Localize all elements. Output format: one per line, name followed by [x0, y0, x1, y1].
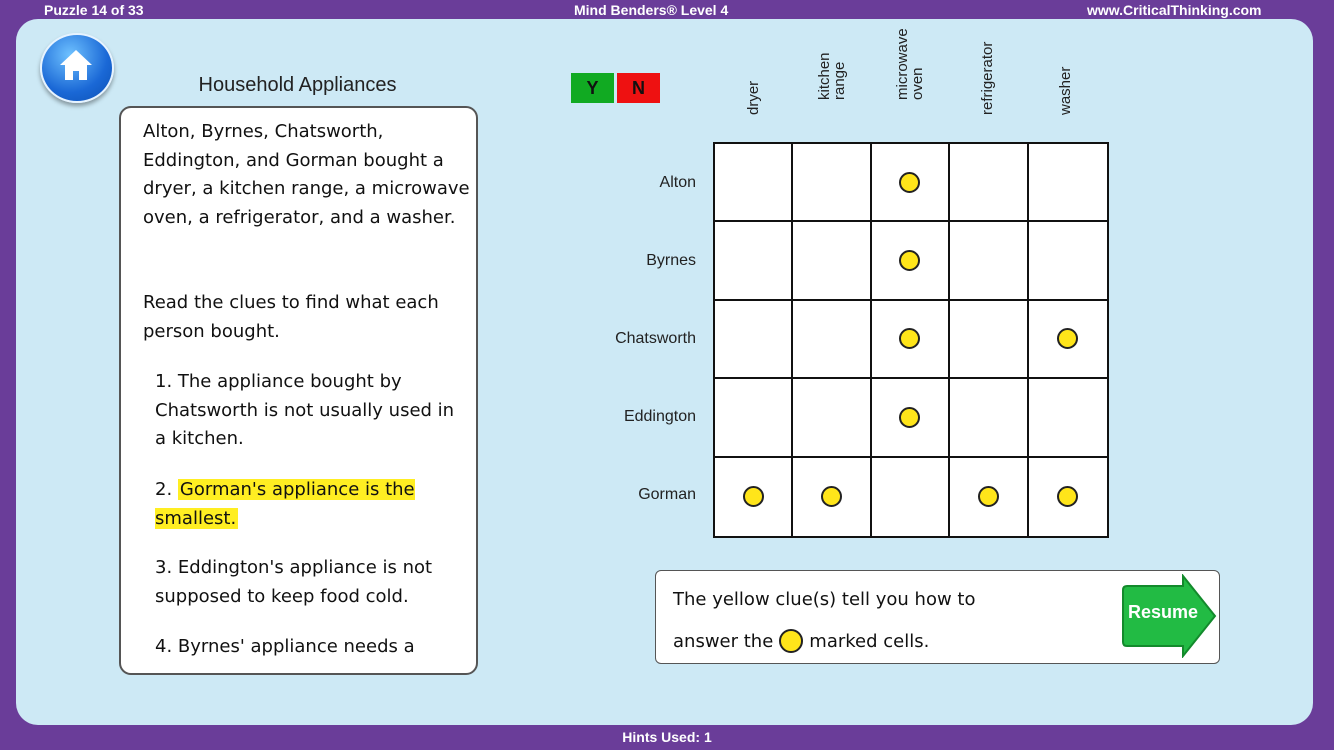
column-header-label [895, 10, 925, 100]
home-icon [58, 47, 94, 83]
column-header-label: dryer [745, 80, 762, 115]
yellow-circle-marker [743, 486, 764, 507]
no-button[interactable]: N [617, 73, 660, 103]
grid-cell[interactable] [793, 458, 871, 536]
hint-line-2 [673, 629, 929, 653]
yellow-circle-marker [821, 486, 842, 507]
clue-2 [155, 476, 470, 533]
grid-cell[interactable] [1029, 222, 1107, 300]
resume-label: Resume [1127, 602, 1199, 622]
column-header [715, 40, 793, 130]
yes-button[interactable]: Y [571, 73, 614, 103]
grid-cell[interactable] [950, 379, 1028, 457]
grid-cell[interactable] [793, 144, 871, 222]
grid-cell[interactable] [872, 144, 950, 222]
column-header-label [817, 10, 847, 100]
grid-cell[interactable] [715, 458, 793, 536]
yellow-circle-marker [899, 407, 920, 428]
puzzle-counter: Puzzle 14 of 33 [44, 2, 144, 18]
yellow-circle-marker [899, 250, 920, 271]
clue-2-number: 2. [155, 479, 178, 500]
intro-text: Alton, Byrnes, Chatsworth, Eddington, and Gorman bought a dryer, a kitchen range, a microwave oven, a refrigerator, and a washer. [143, 121, 470, 228]
clue-1: 1. The appliance bought by Chatsworth is not usually used in a kitchen. [155, 371, 455, 449]
grid-cell[interactable] [1029, 301, 1107, 379]
column-header [949, 40, 1027, 130]
grid-cell[interactable] [1029, 144, 1107, 222]
column-header-word: kitchen [816, 52, 833, 100]
column-header-word: range [831, 61, 848, 100]
row-label: Eddington [623, 408, 696, 425]
column-header [793, 40, 871, 130]
website-link: www.CriticalThinking.com [1087, 2, 1262, 18]
row-label: Gorman [638, 486, 696, 503]
column-header-label: refrigerator [979, 41, 996, 115]
clue-panel[interactable] [119, 106, 478, 675]
grid-cell[interactable] [1029, 379, 1107, 457]
hint-line-1: The yellow clue(s) tell you how to [673, 589, 976, 610]
hint-line-2b: marked cells. [809, 630, 930, 652]
grid-cell[interactable] [793, 379, 871, 457]
grid-cell[interactable] [950, 301, 1028, 379]
level-title: Mind Benders® Level 4 [574, 2, 729, 18]
grid-cell[interactable] [715, 222, 793, 300]
clue-3: 3. Eddington's appliance is not supposed to keep food cold. [155, 557, 433, 607]
yellow-circle-marker [1057, 328, 1078, 349]
row-label: Chatsworth [615, 330, 696, 347]
hint-line-2a: answer the [673, 630, 774, 652]
grid-cell[interactable] [793, 222, 871, 300]
grid-cell[interactable] [793, 301, 871, 379]
grid-cell[interactable] [715, 301, 793, 379]
grid-cell[interactable] [872, 222, 950, 300]
logic-grid [713, 142, 1109, 538]
yellow-circle-icon [779, 629, 803, 653]
grid-cell[interactable] [715, 379, 793, 457]
grid-cell[interactable] [872, 379, 950, 457]
yellow-circle-marker [978, 486, 999, 507]
column-header [871, 28, 949, 130]
column-header [1027, 40, 1105, 130]
grid-cell[interactable] [950, 144, 1028, 222]
yellow-circle-marker [1057, 486, 1078, 507]
puzzle-title: Household Appliances [198, 74, 397, 96]
row-label: Byrnes [646, 252, 696, 269]
top-bar [0, 0, 1334, 20]
clue-4: 4. Byrnes' appliance needs a [155, 636, 415, 657]
clue-2-highlight: Gorman's appliance is the smallest. [155, 479, 415, 529]
grid-cell[interactable] [872, 301, 950, 379]
home-button[interactable] [40, 33, 114, 103]
column-header-label: washer [1057, 66, 1074, 115]
yellow-circle-marker [899, 328, 920, 349]
instructions-text: Read the clues to find what each person bought. [143, 292, 439, 342]
yellow-circle-marker [899, 172, 920, 193]
column-header-word: microwave [894, 28, 911, 100]
resume-button[interactable] [1121, 574, 1217, 658]
column-header-word: oven [909, 67, 926, 100]
row-label: Alton [659, 174, 696, 191]
grid-cell[interactable] [872, 458, 950, 536]
grid-cell[interactable] [950, 222, 1028, 300]
grid-cell[interactable] [1029, 458, 1107, 536]
grid-cell[interactable] [950, 458, 1028, 536]
grid-cell[interactable] [715, 144, 793, 222]
hints-used: Hints Used: 1 [622, 729, 712, 745]
